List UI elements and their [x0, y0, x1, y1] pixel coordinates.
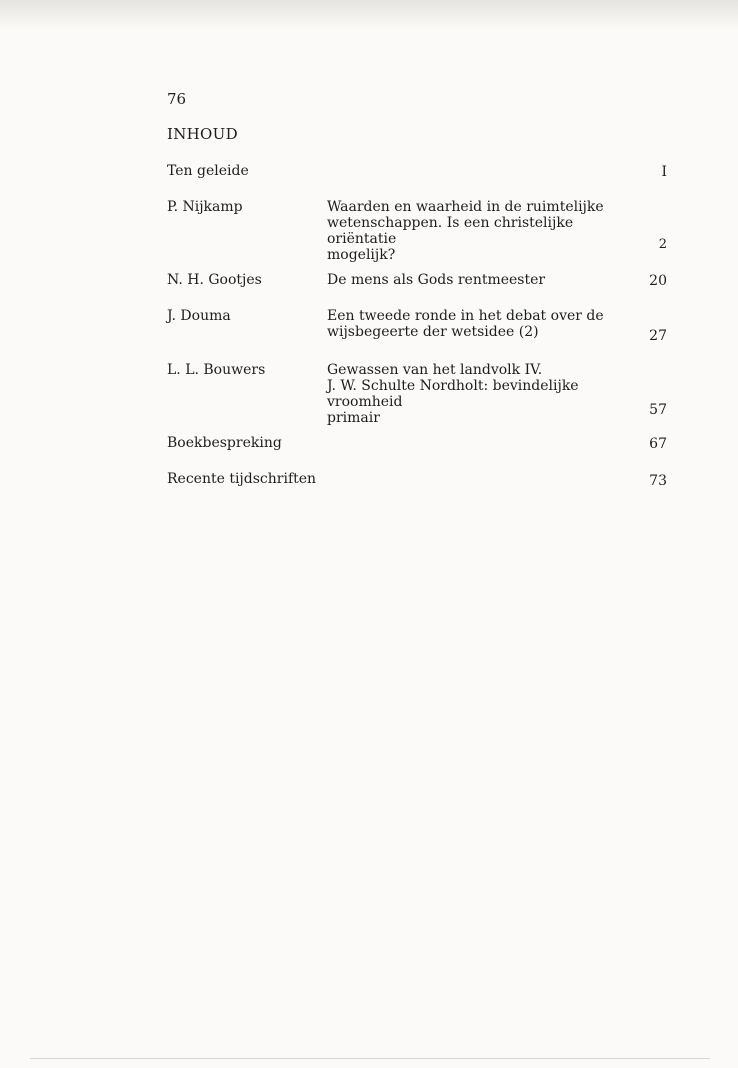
toc-title — [327, 199, 627, 263]
toc-page: I — [661, 164, 667, 180]
toc-title-line: Waarden en waarheid in de ruimtelijke — [327, 199, 604, 215]
toc-page: 27 — [649, 328, 667, 344]
toc-entry — [167, 163, 667, 181]
toc-author: N. H. Gootjes — [167, 272, 262, 288]
toc-title-line: primair — [327, 410, 380, 426]
toc-title-line: J. W. Schulte Nordholt: bevindelijke vroomheid — [327, 378, 579, 410]
toc-page: 20 — [649, 273, 667, 289]
toc-author: Recente tijdschriften — [167, 471, 317, 487]
toc-title — [327, 362, 627, 426]
page-edge-line — [30, 1058, 710, 1059]
toc-author: J. Douma — [167, 308, 231, 324]
scan-shadow — [0, 0, 738, 30]
toc-entry — [167, 435, 667, 453]
toc-entry — [167, 471, 667, 489]
page-number: 76 — [167, 90, 187, 108]
toc-author: Boekbespreking — [167, 435, 282, 451]
toc-title-line: Een tweede ronde in het debat over de — [327, 308, 604, 324]
toc-entry — [167, 199, 667, 263]
toc-page: 2 — [658, 237, 667, 252]
toc-author: Ten geleide — [167, 163, 249, 179]
toc-title-line: mogelijk? — [327, 247, 396, 263]
toc-heading: INHOUD — [167, 125, 238, 143]
toc-author: P. Nijkamp — [167, 199, 243, 215]
toc-page: 67 — [649, 436, 667, 452]
toc-title-line: wetenschappen. Is een christelijke oriëntatie — [327, 215, 574, 247]
toc-page: 57 — [649, 402, 667, 418]
toc-title-line: Gewassen van het landvolk IV. — [327, 362, 543, 378]
toc-entry — [167, 362, 667, 426]
toc-title — [327, 308, 627, 340]
toc-author: L. L. Bouwers — [167, 362, 266, 378]
toc-title-line: De mens als Gods rentmeester — [327, 272, 546, 288]
toc-entry — [167, 272, 667, 290]
toc-title — [327, 272, 627, 288]
toc-title-line: wijsbegeerte der wetsidee (2) — [327, 324, 539, 340]
toc-entry — [167, 308, 667, 344]
toc-page: 73 — [649, 473, 667, 489]
